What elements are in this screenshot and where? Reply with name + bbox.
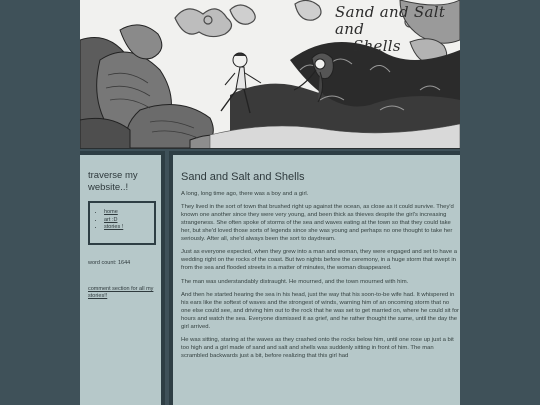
story-body bbox=[181, 191, 459, 366]
comment-section-link[interactable]: comment section for all my stories!! bbox=[88, 286, 154, 299]
header-banner bbox=[80, 0, 460, 149]
story-panel bbox=[169, 151, 460, 405]
banner-title bbox=[335, 4, 460, 55]
nav-link-stories[interactable]: stories ! bbox=[104, 224, 124, 230]
story-title: Sand and Salt and Shells bbox=[181, 171, 305, 183]
story-paragraph: He was sitting, staring at the waves as they crashed onto the rocks below him, until one rose up just a bit too high and a girl made of sand and salt and shells was suddenly sitting in front of him. The man scrambled backwards just a bit, before realizing that this girl had bbox=[181, 337, 454, 359]
story-paragraph: They lived in the sort of town that brushed right up against the ocean, as close as it could survive. They'd known one another since they were very young, and been thick as thieves despite the girl's increasing strangeness. She often spoke of storms of the sea and waves eating at the town so that they could take her, but she'd loved those sorts of legends since she was young and perhaps no one thought to take her seriously. After all, she'd always been the sort to daydream. bbox=[181, 204, 454, 243]
banner-title-line2: Shells bbox=[353, 37, 401, 55]
sidebar-nav bbox=[88, 201, 156, 245]
story-paragraph: A long, long time ago, there was a boy and a girl. bbox=[181, 191, 309, 197]
story-paragraph: Just as everyone expected, when they grew into a man and woman, they were engaged and set to have a wedding right on the rocks of the coast. But two nights before the ceremony, in a huge storm that swept in from the sea and flooded streets in a matter of minutes, the woman disappeared. bbox=[181, 249, 458, 272]
nav-item-art[interactable] bbox=[104, 217, 150, 225]
story-paragraph: And then he started hearing the sea in his head, just the way that his soon-to-be wife had. It whispered in his ears like the softest of waves and the strongest of winds, warning him of an oncoming storm that no one else could see, and driving him out to the rock that he was set to get married on, where he could sit for hours and watch the sea. Everyone dismissed it as grief, and he rather thought the same, until the day the girl arrived. bbox=[181, 292, 459, 330]
story-paragraph: The man was understandably distraught. He mourned, and the town mourned with him. bbox=[181, 278, 409, 285]
word-count: word count: 1644 bbox=[88, 260, 131, 266]
nav-item-stories[interactable] bbox=[104, 224, 150, 232]
nav-item-home[interactable] bbox=[104, 209, 150, 217]
nav-link-home[interactable]: home bbox=[104, 209, 118, 215]
banner-title-line1: Sand and Salt and bbox=[335, 3, 446, 38]
sidebar bbox=[80, 151, 165, 405]
sidebar-title: traverse my website..! bbox=[88, 170, 138, 193]
nav-link-art[interactable]: art :D bbox=[104, 216, 118, 223]
